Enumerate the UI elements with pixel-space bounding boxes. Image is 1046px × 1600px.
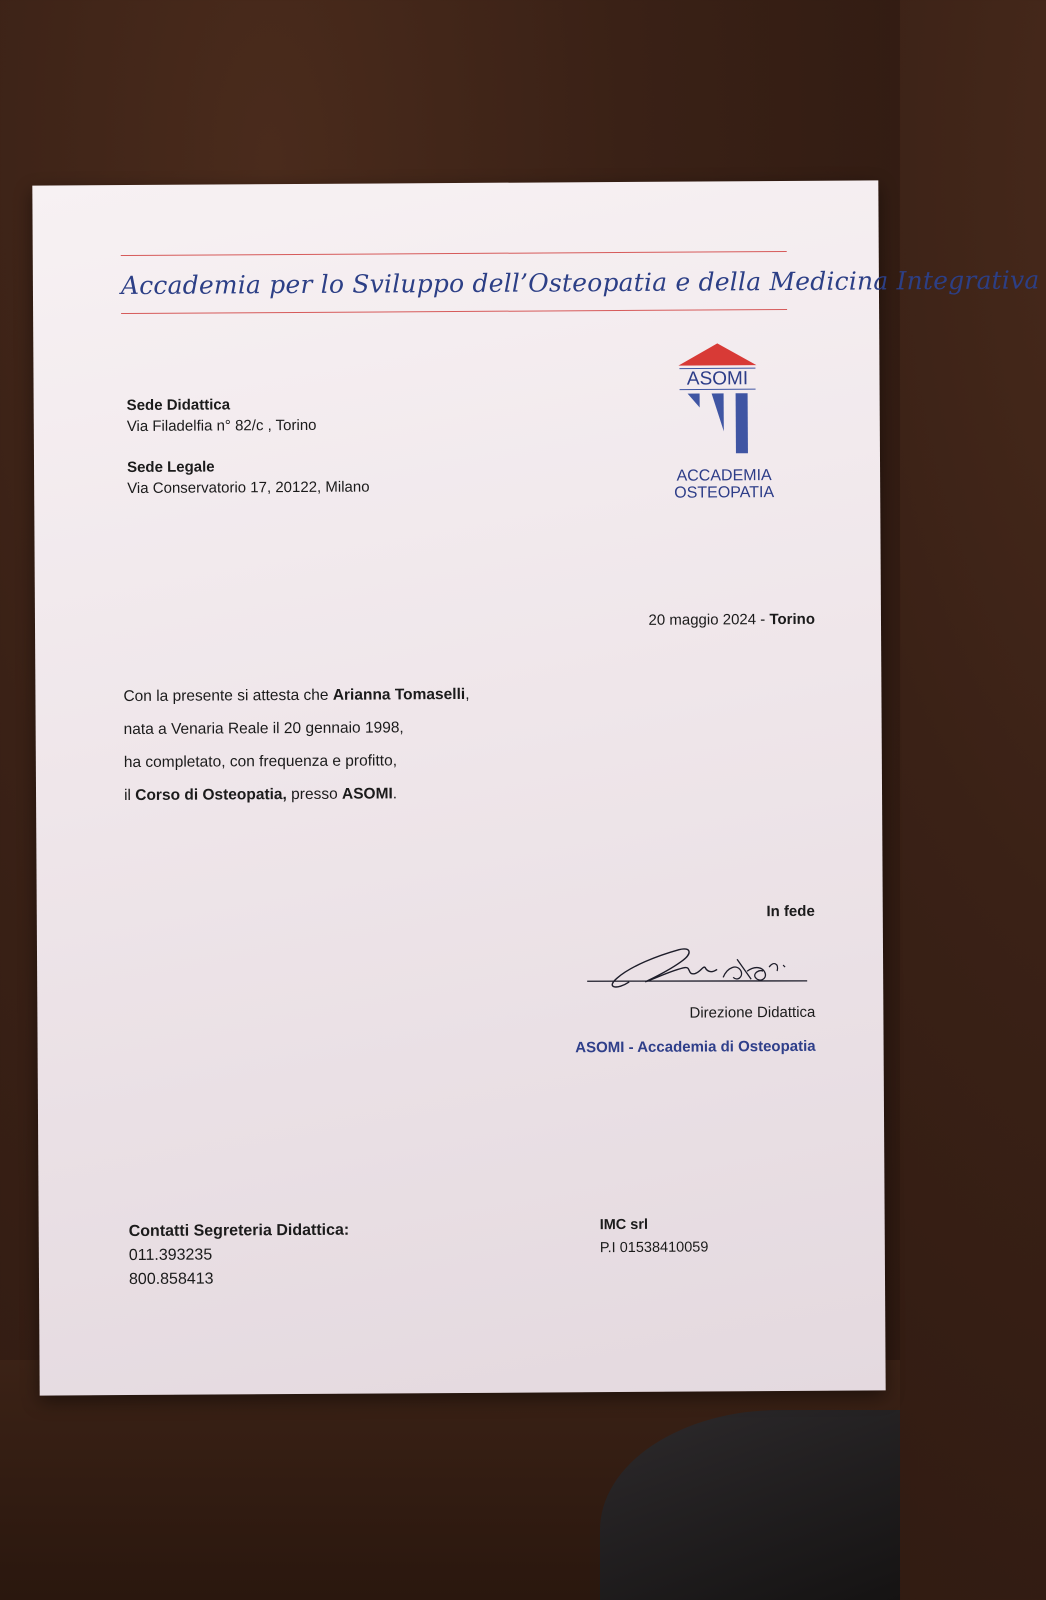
body-line-4-middle: presso <box>286 785 343 804</box>
certificate-date: 20 maggio 2024 <box>648 611 757 629</box>
date-line <box>648 611 815 629</box>
date-separator: - <box>756 611 770 629</box>
body-line-1-prefix: Con la presente si attesta che <box>123 686 333 706</box>
company-block <box>600 1213 709 1260</box>
certificate-body <box>123 678 470 812</box>
header-top-rule <box>121 251 787 256</box>
logo-caption <box>654 467 794 502</box>
logo-column-2 <box>712 393 724 431</box>
body-line-4-prefix: il <box>123 786 136 805</box>
logo-caption-line2: OSTEOPATIA <box>674 484 775 502</box>
teaching-address-label: Sede Didattica <box>126 396 231 415</box>
course-name: Corso di Osteopatia, <box>135 786 287 804</box>
company-vat: P.I 01538410059 <box>599 1239 709 1257</box>
contacts-block <box>129 1219 350 1292</box>
body-line-1 <box>123 678 469 713</box>
signatory-organization: ASOMI - Accademia di Osteopatia <box>575 1037 816 1057</box>
handwritten-signature-icon <box>587 937 817 1000</box>
logo-column-3 <box>736 393 748 453</box>
certificate-sheet <box>32 180 1040 1395</box>
logo-roof-icon <box>678 343 756 365</box>
legal-address-block <box>127 456 370 499</box>
student-name: Arianna Tomaselli <box>332 685 466 704</box>
academy-title: Accademia per lo Sviluppo dell’Osteopatia e della Medicina Integrativa <box>120 265 1040 301</box>
institution-name: ASOMI <box>341 785 393 803</box>
contact-phone-1: 011.393235 <box>128 1246 213 1265</box>
logo-column-1 <box>688 394 700 408</box>
body-line-3: ha completato, con frequenza e profitto, <box>123 752 398 772</box>
certificate-city: Torino <box>769 610 816 629</box>
legal-address: Via Conservatorio 17, 20122, Milano <box>127 478 370 498</box>
body-line-2: nata a Venaria Reale il 20 gennaio 1998, <box>123 719 404 739</box>
body-line-4-suffix: . <box>392 785 398 803</box>
contacts-label: Contatti Segreteria Didattica: <box>128 1221 350 1241</box>
header-bottom-rule <box>121 309 787 314</box>
body-line-1-suffix: , <box>465 685 470 703</box>
company-name: IMC srl <box>599 1216 649 1234</box>
closing-in-fede: In fede <box>766 902 815 921</box>
legal-address-label: Sede Legale <box>126 458 215 477</box>
teaching-address: Via Filadelfia n° 82/c , Torino <box>126 416 317 436</box>
signatory-role: Direzione Didattica <box>689 1003 816 1022</box>
body-line-4 <box>124 777 470 812</box>
logo-wordmark: ASOMI <box>686 368 749 390</box>
teaching-address-block <box>127 394 317 437</box>
logo-caption-line1: ACCADEMIA <box>676 467 772 485</box>
contact-phone-2: 800.858413 <box>128 1270 214 1289</box>
